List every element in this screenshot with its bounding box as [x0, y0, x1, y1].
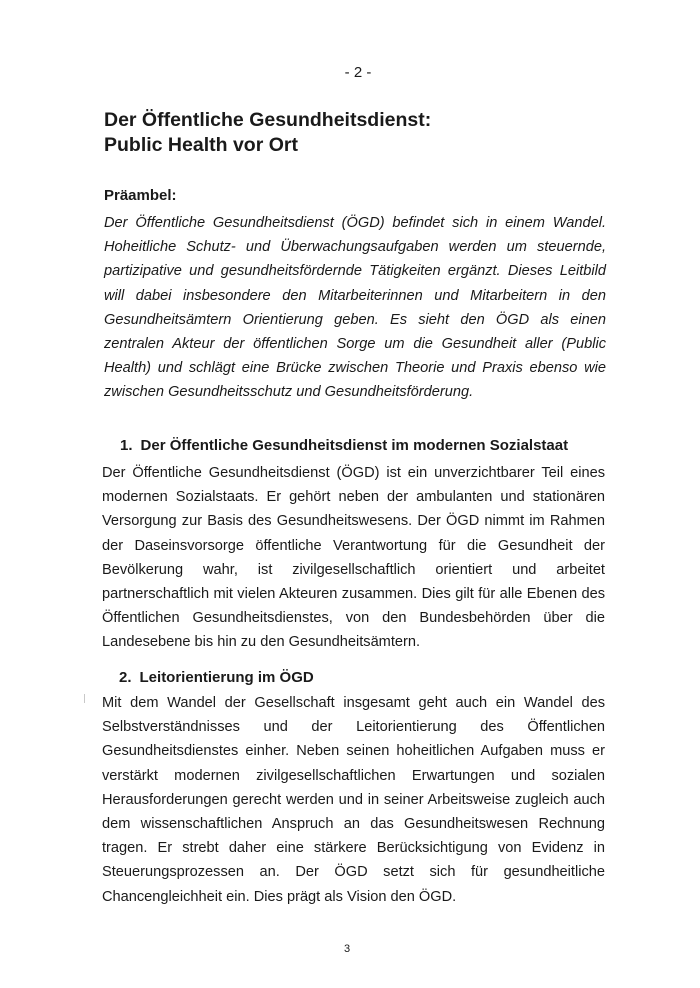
title-line-2: Public Health vor Ort — [104, 134, 298, 156]
document-title — [104, 108, 431, 158]
title-line-1: Der Öffentliche Gesundheitsdienst: — [104, 109, 432, 131]
preamble-heading: Präambel: — [104, 187, 177, 204]
page-number-header: - 2 - — [344, 64, 372, 81]
section-2-heading — [119, 669, 314, 686]
scan-mark — [84, 694, 85, 703]
section-1-heading — [120, 437, 568, 454]
section-1-title: Der Öffentliche Gesundheitsdienst im modernen Sozialstaat — [140, 437, 569, 454]
page-number-footer: 3 — [344, 943, 351, 955]
section-2-title: Leitorientierung im ÖGD — [139, 669, 314, 686]
section-2-text: Mit dem Wandel der Gesellschaft insgesamt geht auch ein Wandel des Selbstverständnisses und der Leitorientierung des Öffentlichen Gesundheitsdienstes einher. Neben seinen hoheitlichen Aufgaben muss er verstärkt modernen zivilgesellschaftlichen Erwartungen und sozialen Herausforderungen gerecht werden und in seiner Arbeitsweise zugleich auch dem wissenschaftlichen Anspruch an das Gesundheitswesen Rechnung tragen. Er strebt daher eine stärkere Berücksichtigung von Evidenz in Steuerungsprozessen an. Der ÖGD setzt sich für gesundheitliche Chancengleichheit ein. Dies prägt als Vision den ÖGD. — [102, 695, 605, 905]
section-1-text: Der Öffentliche Gesundheitsdienst (ÖGD) ist ein unverzichtbarer Teil eines modernen Sozialstaats. Er gehört neben der ambulanten und stationären Versorgung zur Basis des Gesundheitswesens. Der ÖGD nimmt im Rahmen der Daseinsvorsorge öffentliche Verantwortung für die Gesundheit der Bevölkerung wahr, ist zivilgesellschaftlich orientiert und arbeitet partnerschaftlich mit vielen Akteuren zusammen. Dies gilt für alle Ebenen des Öffentlichen Gesundheitsdienstes, von den Bundesbehörden über die Landesebene bis hin zu den Gesundheitsämtern. — [102, 465, 605, 651]
section-2-number: 2. — [119, 669, 132, 686]
section-1-number: 1. — [120, 437, 133, 454]
preamble-text: Der Öffentliche Gesundheitsdienst (ÖGD) befindet sich in einem Wandel. Hoheitliche Schutz- und Überwachungsaufgaben werden um steuernde, partizipative und gesundheitsfördernde Tätigkeiten ergänzt. Dieses Leitbild will dabei insbesondere den Mitarbeiterinnen und Mitarbeitern in den Gesundheitsämtern Orientierung geben. Es sieht den ÖGD als einen zentralen Akteur der öffentlichen Sorge um die Gesundheit aller (Public Health) und schlägt eine Brücke zwischen Theorie und Praxis ebenso wie zwischen Gesundheitsschutz und Gesundheitsförderung. — [104, 215, 606, 401]
